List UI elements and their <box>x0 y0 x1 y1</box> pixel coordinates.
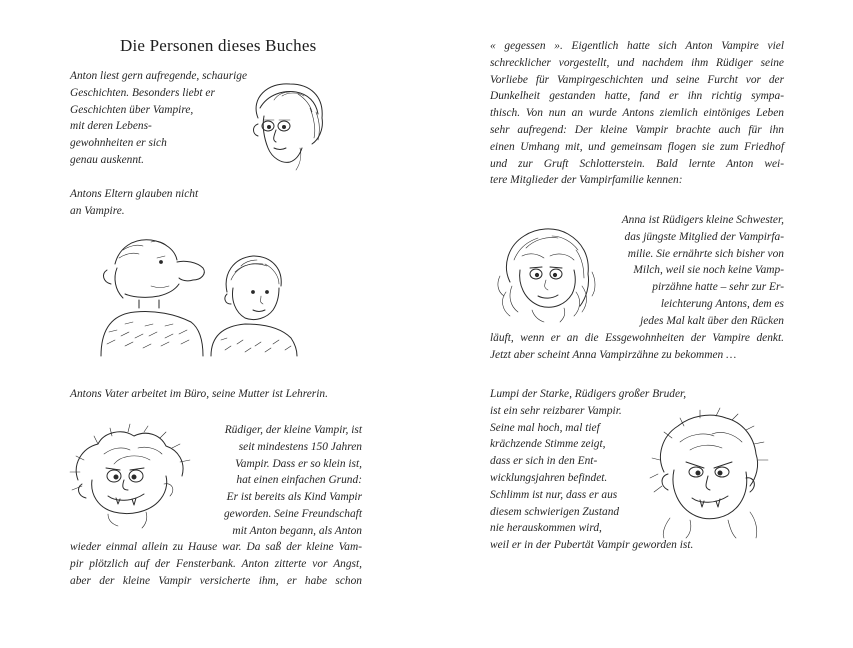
anton-intro-text: Anton liest gern aufregende, schaurige Geschichten. Besonders liebt er Geschichten über Vampire, mit deren Lebens- gewohnheiten er sich genau auskennt. <box>70 70 248 166</box>
anton-illustration <box>238 78 333 170</box>
left-page <box>0 0 426 648</box>
parents-intro-text: Antons Eltern glauben nicht an Vampire. <box>70 188 199 217</box>
anna-illustration <box>496 222 600 322</box>
anna-text: Anna ist Rüdigers kleine Schwester, das jüngste Mitglied der Vampirfa- milie. Sie ernährte sich bisher von Milch, weil sie noch keine Vamp- pirzähne hatte – sehr zur Er- leichterung Antons, dem es jedes Mal kalt über den Rücken <box>621 214 784 327</box>
parents-caption: Antons Vater arbeitet im Büro, seine Mutter ist Lehrerin. <box>70 388 328 400</box>
ruediger-illustration <box>68 424 200 528</box>
ruediger-text: Rüdiger, der kleine Vampir, ist seit mindestens 150 Jahren Vampir. Dass er so klein ist, hat einen einfachen Grund: Er ist bereits als Kind Vampir geworden. Seine Freundschaft mit Anton begann, als Anton <box>223 424 362 537</box>
anna-text-continued: läuft, wenn er an die Essgewohnheiten der Vampire denkt. Jetzt aber scheint Anna Vampirzähne zu bekommen … <box>490 332 784 361</box>
lumpi-illustration <box>650 408 770 538</box>
right-page <box>426 0 853 648</box>
parents-illustration <box>95 228 315 356</box>
story-continued-text: « gegessen ». Eigentlich hatte sich Anton Vampire viel schrecklicher vorgestellt, und nachdem ihm Rüdiger seine Vorliebe für Vampirgeschichten und seine Furcht vor der Dunkelheit gestanden hatte, fand er ihn richtig sympa- thisch. Von nun an wurde Antons ziemlich eintöniges Leben sehr aufregend: Der kleine Vampir brachte auch für ihn einen Umhang mit, und gemeinsam flogen sie zum Friedhof und zur Gruft Schlotterstein. Bald lernte Anton wei- tere Mitglieder der Vampirfamilie kennen: <box>490 40 784 187</box>
ruediger-text-continued: wieder einmal allein zu Hause war. Da saß der kleine Vam- pir plötzlich auf der Fensterbank. Anton zitterte vor Angst, aber der kleine Vampir versicherte ihm, er habe schon <box>70 541 362 587</box>
page-title: Die Personen dieses Buches <box>120 36 317 55</box>
lumpi-text: Lumpi der Starke, Rüdigers großer Bruder, ist ein sehr reizbarer Vampir. Seine mal hoch, mal tief krächzende Stimme zeigt, dass er sich in den Ent- wicklungsjahren befindet. Schlimm ist nur, dass er aus diesem schwierigen Zustand nie herauskommen wird, weil er in der Pubertät Vampir geworden ist. <box>490 388 694 552</box>
